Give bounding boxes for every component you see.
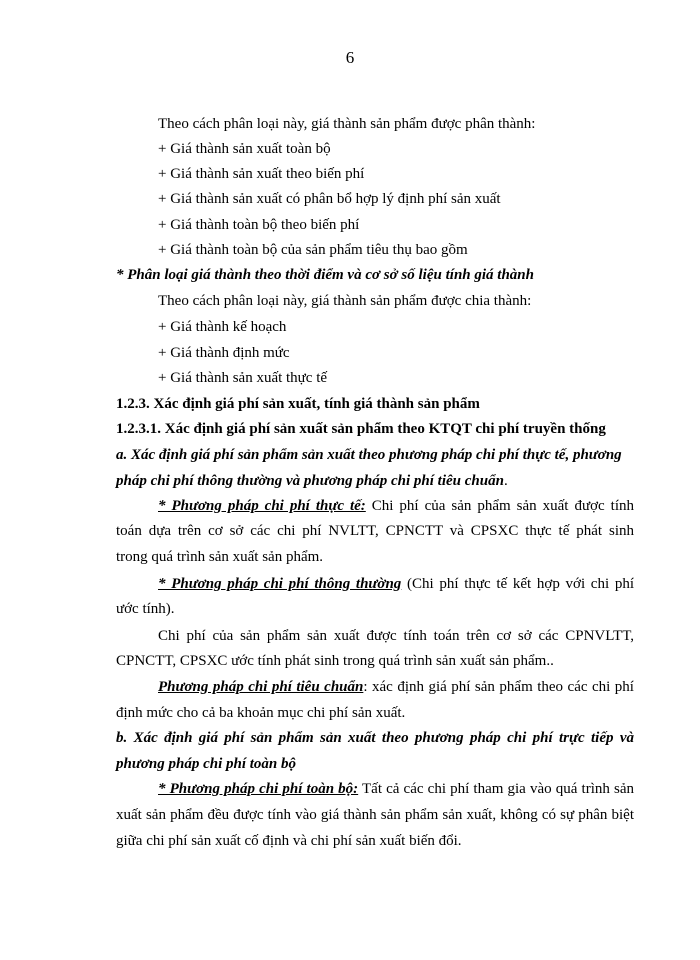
list-item: + Giá thành toàn bộ của sản phẩm tiêu thụ bao gồm: [158, 242, 468, 258]
subsection-heading: a. Xác định giá phí sản phẩm sản xuất theo phương pháp chi phí thực tế, phương: [116, 447, 622, 463]
method-title: * Phương pháp chi phí thực tế:: [158, 498, 366, 514]
method-title: * Phương pháp chi phí toàn bộ:: [158, 781, 359, 797]
subsection-heading: phương pháp chi phí toàn bộ: [116, 756, 296, 772]
paragraph-line: CPNCTT, CPSXC ước tính phát sinh trong quá trình sản xuất sản phẩm..: [116, 653, 554, 669]
paragraph-text: Tất cả các chi phí tham gia vào quá trình sản: [358, 781, 634, 797]
subsection-heading: [116, 472, 508, 490]
paragraph-line: Theo cách phân loại này, giá thành sản phẩm được chia thành:: [158, 293, 532, 309]
paragraph-line: Chi phí của sản phẩm sản xuất được tính toán trên cơ sở các CPNVLTT,: [158, 628, 634, 644]
paragraph-line: giữa chi phí sản xuất cố định và chi phí sản xuất biến đổi.: [116, 833, 462, 849]
paragraph-line: [158, 678, 634, 696]
paragraph-line: xuất sản phẩm đều được tính vào giá thành sản phẩm sản xuất, không có sự phân biệt: [116, 807, 634, 823]
paragraph-text: : xác định giá phí sản phẩm theo các chi phí: [363, 679, 634, 695]
page-number: 6: [345, 48, 355, 67]
paragraph-line: Theo cách phân loại này, giá thành sản phẩm được phân thành:: [158, 116, 536, 132]
list-item: + Giá thành kế hoạch: [158, 319, 287, 335]
paragraph-text: (Chi phí thực tế kết hợp với chi phí: [401, 576, 634, 592]
list-item: + Giá thành định mức: [158, 345, 290, 361]
subsection-heading: b. Xác định giá phí sản phẩm sản xuất theo phương pháp chi phí trực tiếp và: [116, 730, 634, 746]
method-title: Phương pháp chi phí tiêu chuẩn: [158, 679, 364, 695]
list-item: + Giá thành toàn bộ theo biến phí: [158, 217, 360, 233]
paragraph-line: toán dựa trên cơ sở các chi phí NVLTT, CPNCTT và CPSXC thực tế phát sinh: [116, 523, 634, 539]
paragraph-text: Chi phí của sản phẩm sản xuất được tính: [365, 498, 634, 514]
heading-text: pháp chi phí thông thường và phương pháp chi phí tiêu chuẩn: [116, 473, 504, 489]
paragraph-line: định mức cho cả ba khoản mục chi phí sản xuất.: [116, 705, 406, 721]
paragraph-line: trong quá trình sản xuất sản phẩm.: [116, 549, 324, 565]
method-title: * Phương pháp chi phí thông thường: [158, 576, 402, 592]
list-item: + Giá thành sản xuất có phân bổ hợp lý định phí sản xuất: [158, 191, 501, 207]
paragraph-line: [158, 575, 634, 593]
paragraph-line: ước tính).: [116, 601, 175, 617]
paragraph-line: [158, 780, 634, 798]
section-heading: 1.2.3. Xác định giá phí sản xuất, tính giá thành sản phẩm: [116, 396, 480, 412]
section-heading: * Phân loại giá thành theo thời điểm và cơ sở số liệu tính giá thành: [116, 267, 534, 283]
paragraph-line: [158, 497, 634, 515]
list-item: + Giá thành sản xuất thực tế: [158, 370, 328, 386]
heading-period: .: [503, 473, 508, 489]
list-item: + Giá thành sản xuất theo biến phí: [158, 166, 365, 182]
list-item: + Giá thành sản xuất toàn bộ: [158, 141, 331, 157]
section-heading: 1.2.3.1. Xác định giá phí sản xuất sản phẩm theo KTQT chi phí truyền thống: [116, 421, 606, 437]
